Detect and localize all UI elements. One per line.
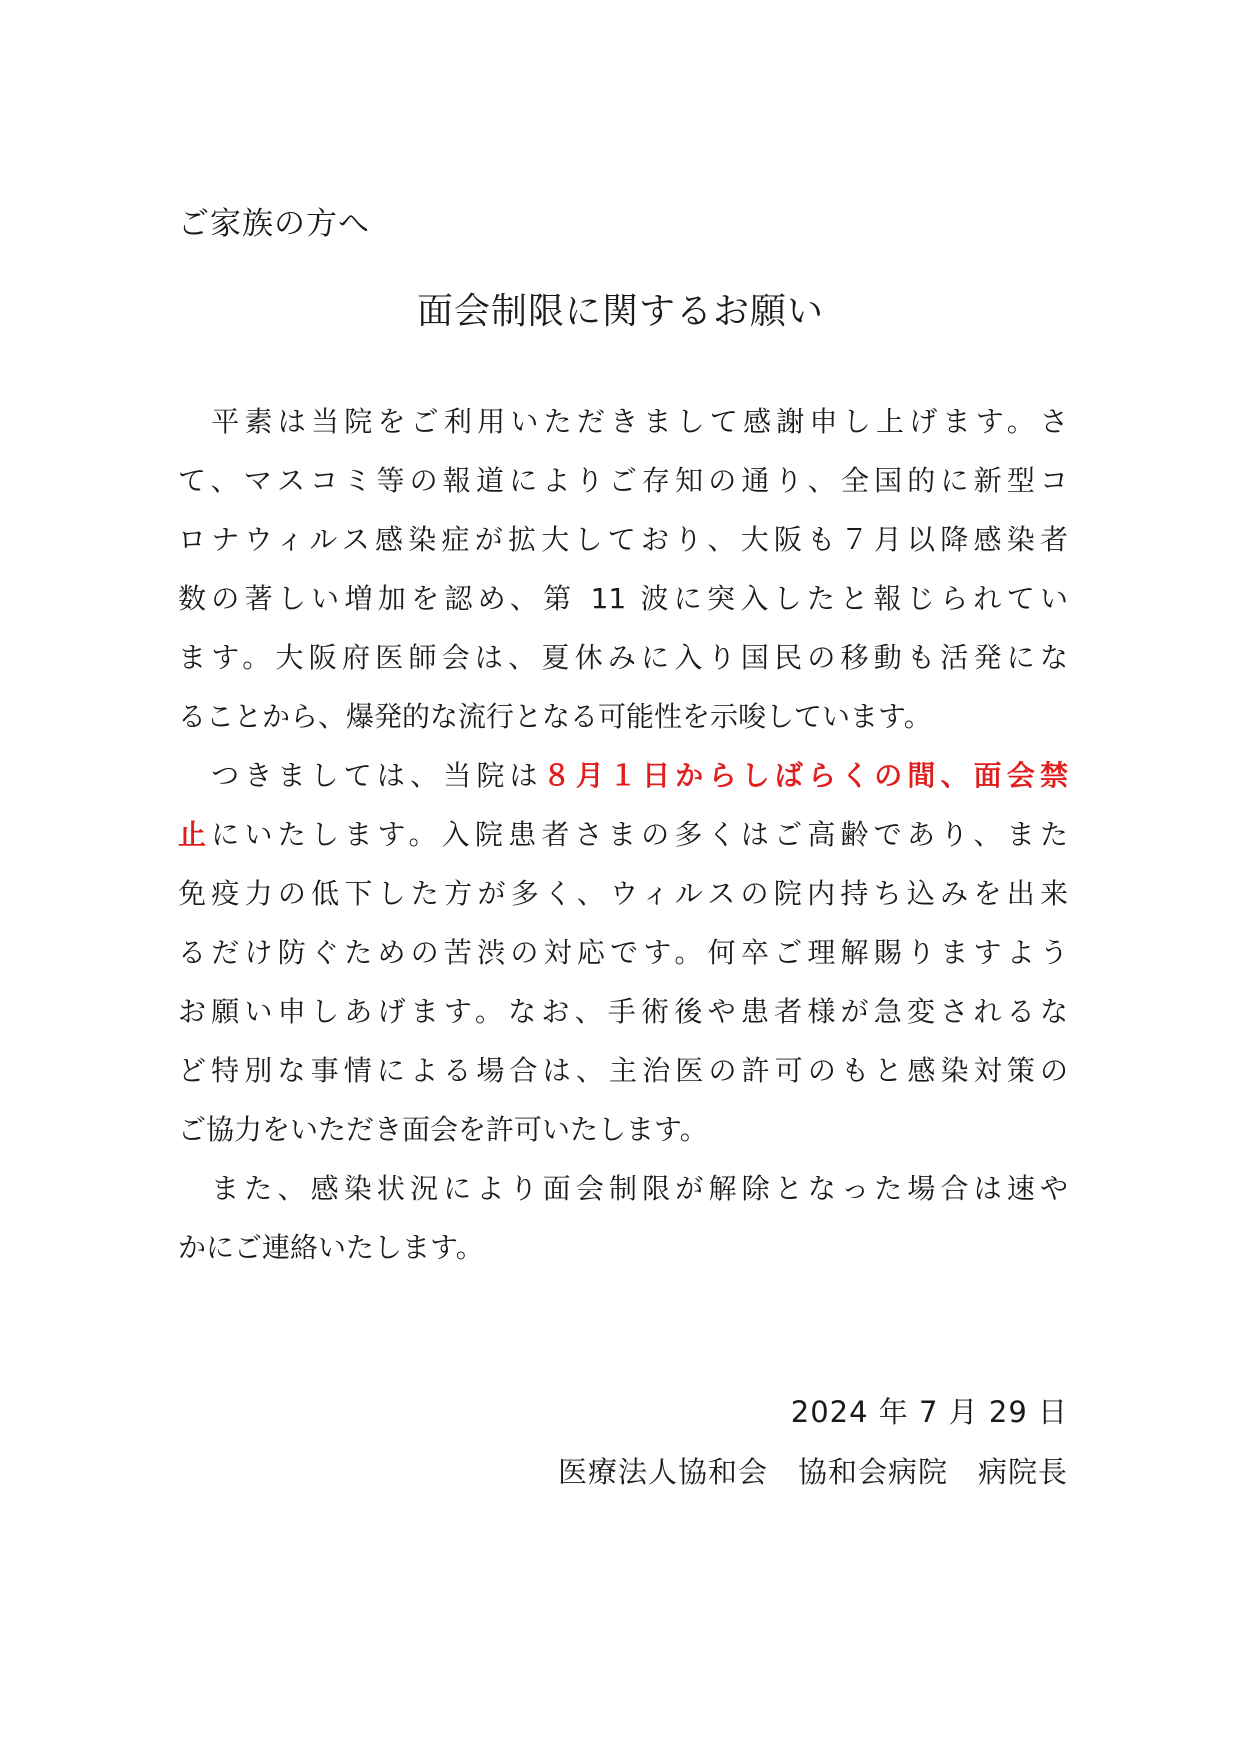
- highlight-text: 止: [178, 818, 212, 851]
- body-line: ることから、爆発的な流行となる可能性を示唆しています。: [178, 700, 932, 733]
- body-line: て、マスコミ等の報道によりご存知の通り、全国的に新型コ: [178, 464, 1068, 497]
- body-line: ます。大阪府医師会は、夏休みに入り国民の移動も活発にな: [178, 641, 1068, 674]
- body-line: 数の著しい増加を認め、第 11 波に突入したと報じられてい: [178, 582, 1068, 615]
- body-line: ロナウィルス感染症が拡大しており、大阪も７月以降感染者: [178, 523, 1068, 556]
- body-line: [178, 805, 1068, 864]
- body-text-segment: つきましては、当院は: [178, 759, 543, 792]
- body-line: 免疫力の低下した方が多く、ウィルスの院内持ち込みを出来: [178, 877, 1068, 910]
- body-line: るだけ防ぐための苦渋の対応です。何卒ご理解賜りますよう: [178, 936, 1068, 969]
- body-line: お願い申しあげます。なお、手術後や患者様が急変されるな: [178, 995, 1068, 1028]
- body-line: ご協力をいただき面会を許可いたします。: [178, 1113, 708, 1146]
- body-line: 平素は当院をご利用いただきまして感謝申し上げます。さ: [178, 405, 1068, 438]
- addressee: ご家族の方へ: [178, 206, 370, 242]
- issue-date: 2024 年 7 月 29 日: [790, 1395, 1068, 1429]
- body-line: また、感染状況により面会制限が解除となった場合は速や: [178, 1172, 1068, 1205]
- body-line: かにご連絡いたします。: [178, 1231, 484, 1264]
- signature: 医療法人協和会 協和会病院 病院長: [557, 1455, 1068, 1489]
- document-title: 面会制限に関するお願い: [416, 291, 824, 332]
- body-line: [178, 746, 1068, 805]
- body-line: ど特別な事情による場合は、主治医の許可のもと感染対策の: [178, 1054, 1068, 1087]
- highlight-text: ８月１日からしばらくの間、面会禁: [542, 759, 1068, 792]
- body-text-segment: にいたします。入院患者さまの多くはご高齢であり、また: [211, 818, 1068, 851]
- notice-body: [178, 392, 1068, 1277]
